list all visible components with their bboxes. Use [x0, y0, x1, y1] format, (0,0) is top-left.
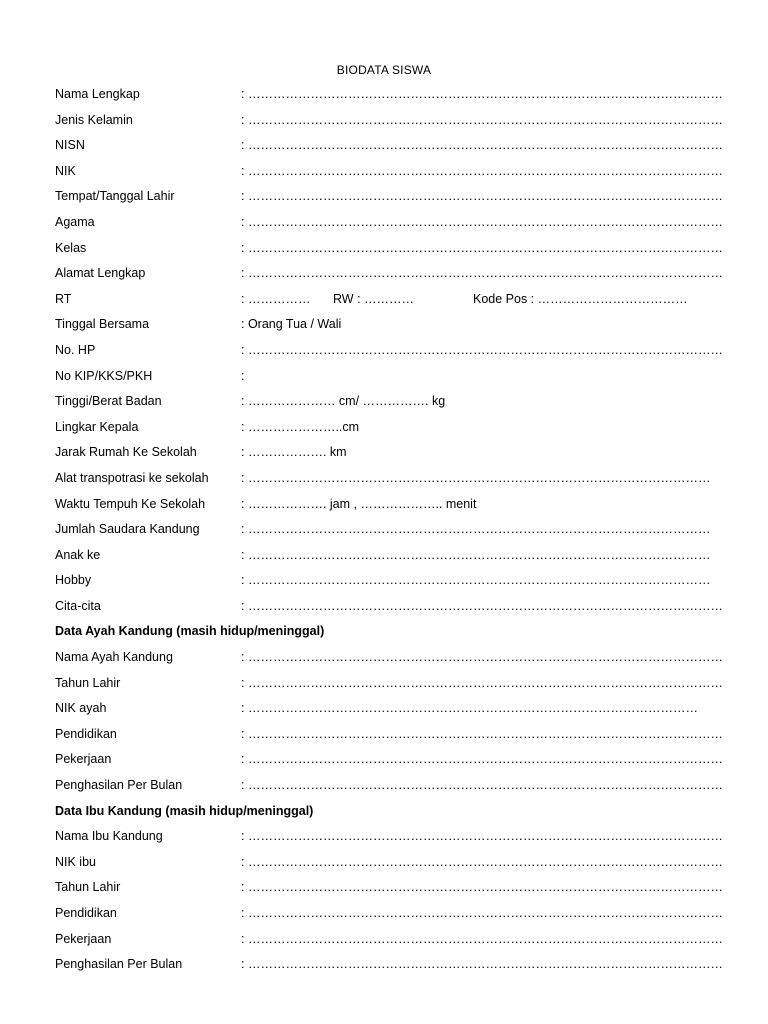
field-hobby	[55, 568, 711, 594]
field-pendidikan-ayah	[55, 722, 723, 748]
field-penghasilan-ayah	[55, 773, 723, 799]
field-value: : ……………………………………………………………………………………………………	[241, 829, 723, 844]
field-value: : ……………………………………………………………………………………………………	[241, 880, 723, 895]
field-label: Jarak Rumah Ke Sekolah	[55, 445, 197, 460]
field-nama-ayah	[55, 645, 723, 671]
field-value: : ……………………………………………………………………………………………………	[241, 931, 723, 946]
rw-value: RW : …………	[333, 291, 415, 306]
field-jumlah-saudara	[55, 517, 711, 543]
field-value: : ……………………………………………………………………………………………………	[241, 752, 723, 767]
section-heading: Data Ayah Kandung (masih hidup/meninggal)	[55, 624, 325, 639]
field-value: : ……………………………………………………………………………………………………	[241, 266, 723, 281]
field-rt	[55, 287, 688, 313]
field-value: : …………………………………………………………………………………………………	[241, 573, 711, 588]
field-value: : …………………………………………………………………………………………………	[241, 522, 711, 537]
field-penghasilan-ibu	[55, 952, 723, 978]
field-label: Tahun Lahir	[55, 880, 121, 895]
field-alamat	[55, 261, 723, 287]
field-label: NIK ibu	[55, 854, 96, 869]
field-label: Tinggi/Berat Badan	[55, 394, 162, 409]
field-label: Pendidikan	[55, 906, 117, 920]
field-label: NIK ayah	[55, 701, 107, 716]
field-nama-lengkap	[55, 82, 723, 108]
field-no-kip	[55, 364, 675, 390]
field-label: Nama Lengkap	[55, 87, 140, 101]
field-label: Nama Ayah Kandung	[55, 650, 173, 665]
field-value: : ……………………………………………………………………………………………………	[241, 214, 723, 229]
field-value: : ……………………………………………………………………………………………………	[241, 675, 723, 690]
field-label: Jenis Kelamin	[55, 112, 133, 127]
field-waktu-tempuh	[55, 492, 675, 518]
field-value: : ………………. km	[241, 445, 347, 460]
field-value: : ……………………………………………………………………………………………………	[241, 189, 723, 204]
field-value: : ……………………………………………………………………………………………………	[241, 163, 723, 178]
field-tinggi-berat	[55, 389, 675, 415]
field-nisn	[55, 133, 723, 159]
field-label: Alamat Lengkap	[55, 266, 146, 281]
field-label: No. HP	[55, 342, 96, 357]
field-cita-cita	[55, 594, 723, 620]
field-value-group	[241, 287, 688, 313]
field-nik-ayah	[55, 696, 698, 722]
field-label: Lingkar Kepala	[55, 419, 139, 434]
field-label: Agama	[55, 214, 95, 229]
rt-value: : ……………	[241, 291, 311, 306]
field-tinggal-bersama	[55, 312, 675, 338]
field-value: : ………………. jam , ……………….. menit	[241, 496, 477, 511]
field-ttl	[55, 184, 723, 210]
field-value: : ……………………………………………………………………………………………………	[241, 854, 723, 869]
field-value: : …………………………………………………………………………………………………	[241, 470, 711, 485]
field-value: : ……………………………………………………………………………………………………	[241, 112, 723, 127]
field-value: : ……………………………………………………………………………………………………	[241, 957, 723, 972]
field-label: Waktu Tempuh Ke Sekolah	[55, 496, 206, 511]
field-label: Pendidikan	[55, 726, 117, 741]
field-jarak	[55, 440, 675, 466]
field-alat-transportasi	[55, 466, 711, 492]
field-label: NIK	[55, 163, 76, 178]
field-label: Tahun Lahir	[55, 675, 121, 690]
field-label: Hobby	[55, 573, 92, 588]
field-value: : ……………………………………………………………………………………………………	[241, 906, 723, 920]
section-heading-ayah	[55, 619, 675, 645]
field-label: Kelas	[55, 240, 87, 255]
field-value: : ……………………………………………………………………………………………………	[241, 778, 723, 793]
field-nik	[55, 159, 723, 185]
field-label: NISN	[55, 138, 85, 153]
field-value: : …………………..cm	[241, 419, 360, 434]
field-anak-ke	[55, 543, 711, 569]
field-nama-ibu	[55, 824, 723, 850]
field-value: : Orang Tua / Wali	[241, 317, 342, 332]
field-pekerjaan-ibu	[55, 927, 723, 953]
document-title: BIODATA SISWA	[336, 63, 432, 77]
field-tahun-lahir-ayah	[55, 671, 723, 697]
field-value: : ………………… cm/ ……………. kg	[241, 394, 446, 409]
field-label: Pekerjaan	[55, 752, 112, 767]
field-label: Tinggal Bersama	[55, 317, 150, 332]
field-no-hp	[55, 338, 723, 364]
field-value: : ……………………………………………………………………………………………………	[241, 598, 723, 613]
field-label: Pekerjaan	[55, 931, 112, 946]
field-value: : ……………………………………………………………………………………………………	[241, 240, 723, 255]
field-pendidikan-ibu	[55, 901, 723, 927]
kode-pos-value: Kode Pos : ………………………………	[473, 291, 688, 306]
field-lingkar-kepala	[55, 415, 675, 441]
section-heading-ibu	[55, 799, 675, 825]
field-label: Tempat/Tanggal Lahir	[55, 189, 175, 204]
field-value: : ………………………………………………………………………………………………	[241, 701, 698, 716]
field-value: : …………………………………………………………………………………………………	[241, 547, 711, 562]
field-nik-ibu	[55, 850, 723, 876]
field-label: No KIP/KKS/PKH	[55, 368, 153, 383]
field-value: :	[241, 368, 245, 383]
field-label: Jumlah Saudara Kandung	[55, 522, 200, 537]
field-label: Penghasilan Per Bulan	[55, 957, 183, 972]
field-pekerjaan-ayah	[55, 747, 723, 773]
field-label: Penghasilan Per Bulan	[55, 778, 183, 793]
field-value: : ……………………………………………………………………………………………………	[241, 138, 723, 153]
field-value: : ……………………………………………………………………………………………………	[241, 342, 723, 357]
section-heading: Data Ibu Kandung (masih hidup/meninggal)	[55, 803, 314, 818]
field-label: Nama Ibu Kandung	[55, 829, 163, 844]
field-jenis-kelamin	[55, 108, 723, 134]
field-label: RT	[55, 291, 72, 306]
biodata-form	[55, 82, 723, 978]
field-kelas	[55, 236, 723, 262]
field-value: : ……………………………………………………………………………………………………	[241, 87, 723, 101]
field-tahun-lahir-ibu	[55, 875, 723, 901]
field-value: : ……………………………………………………………………………………………………	[241, 650, 723, 665]
field-label: Anak ke	[55, 547, 101, 562]
field-label: Alat transpotrasi ke sekolah	[55, 470, 209, 485]
field-value: : ……………………………………………………………………………………………………	[241, 726, 723, 741]
field-agama	[55, 210, 723, 236]
field-label: Cita-cita	[55, 598, 101, 613]
